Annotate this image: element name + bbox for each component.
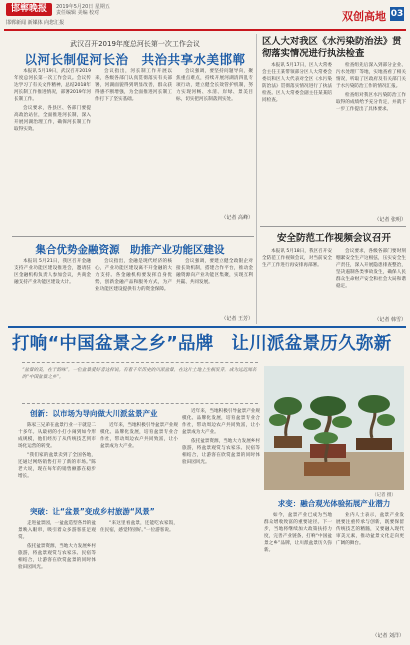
- story1-column-1: [14, 68, 91, 208]
- story1-headline: 以河长制促河长治 共治共享水美邯郸: [24, 52, 246, 67]
- story3-headline: 安全防范工作视频会议召开: [276, 233, 391, 244]
- story1-paragraph: 会议强调，要坚持问题导向，聚焦重点难点，持续开展河湖清四乱专项行动，建立健全长效管护机制，努力实现河畅、水清、岸绿、景美目标，切实把河长制落到实处。: [176, 69, 253, 102]
- feature-paragraph: 依托盆景资源，当地大力发展乡村旅游，将盆景观赏与农家乐、民宿等相结合，让游客在欣赏盆景的同时体验田园风光。: [18, 544, 96, 570]
- story4-credit: （记者 王芳）: [221, 316, 253, 322]
- feature-paragraph: 走进盆景园，一盆盆造型各异的盆景映入眼帘，吸引着众多游客驻足观赏。: [18, 521, 96, 540]
- feature-top-rule: [8, 326, 406, 328]
- feature-paragraph: 近年来，当地积极引导盆景产业规模化、品牌化发展，培育盆景专业合作社，带动周边农户共同致富，让小盆景成为大产业。: [182, 409, 260, 435]
- story1-paragraph: 会议指出，河长制工作开展以来，各级各部门认真贯彻落实有关部署，河湖面貌得到明显改善，群众获得感不断增强，为全面推进河长制工作打下了坚实基础。: [95, 69, 172, 102]
- story2-credit: （记者 张明）: [374, 217, 406, 223]
- column-divider: [256, 34, 257, 324]
- story1-credit: （记者 高峰）: [221, 215, 253, 221]
- top-rule: [4, 29, 406, 31]
- photo-caption: 求变：融合观光体验拓展产业潜力: [277, 499, 391, 508]
- feature-column-3: [18, 520, 96, 638]
- issue-info: [56, 4, 110, 16]
- story4-column-1: [14, 258, 91, 320]
- story4-paragraph: 本报讯 5月21日，我区召开金融支持产业功能区建设推进会，邀请驻区金融机构负责人参加会议，共商金融支持产业功能区建设大计。: [14, 259, 91, 285]
- bonsai-illustration: [264, 366, 404, 490]
- story2-headline: 区人大对我区《水污染防治法》贯彻落实情况进行执法检查: [262, 36, 402, 59]
- section-title: 双创高地: [342, 10, 386, 23]
- feature-column-4: [100, 520, 178, 638]
- story2-column-2: [336, 62, 406, 214]
- story1-column-3: [176, 68, 253, 208]
- photo-credit: （记者 摄）: [372, 493, 396, 498]
- story3-paragraph: 本报讯 5月18日，我区召开安全防范工作视频会议，对当前安全生产工作进行再安排再部署。: [262, 249, 332, 268]
- feature-paragraph: 近年来，当地积极引导盆景产业规模化、品牌化发展，培育盆景专业合作社，带动周边农户共同致富，让小盆景成为大产业。: [100, 423, 178, 449]
- story1-paragraph: 会议要求，各县区、各部门要提高政治站位，全面推进河长制，深入开展河湖治理工作，确保河长制工作取得实效。: [14, 106, 91, 132]
- story3-credit: （记者 韩雪）: [374, 317, 406, 323]
- feature-paragraph: 业内人士表示，盆景产业发展要注重传承与创新，既要保留传统技艺的精髓，又要融入现代审美元素，推动盆景文化走向更广阔的舞台。: [336, 513, 404, 546]
- feature-subhead-1: 创新：以市场为导向做大川派盆景产业: [30, 409, 158, 418]
- issue-editors: 责任编辑 美编 校对: [56, 10, 100, 16]
- feature-paragraph: “来这里看盆景，还能吃农家饭，住民宿，感觉特别好。”一位游客说。: [100, 521, 178, 533]
- feature-column-7: [336, 512, 404, 630]
- feature-headline: 打响“中国盆景之乡”品牌 让川派盆景历久弥新: [12, 334, 392, 354]
- story2-paragraph: 检查组先后深入到部分企业、污水处理厂等地，实地查看了相关情况，听取了区政府及有关部门关于水污染防治工作的情况汇报。: [336, 63, 406, 89]
- issue-date: 2019年5月20日 星期五: [56, 4, 110, 10]
- feature-intro-text: “盆景的美，在于韵味”，一位盆景爱好者这样说。有着千年历史的川派盆景，在这片土地上生根发芽，成为远近闻名的“中国盆景之乡”。: [22, 368, 257, 380]
- feature-paragraph: 依托盆景资源，当地大力发展乡村旅游，将盆景观赏与农家乐、民宿等相结合，让游客在欣赏盆景的同时体验田园风光。: [182, 439, 260, 465]
- bonsai-photo: [264, 366, 404, 490]
- story1-paragraph: 本报讯 5月19日，武汉召开2019年度总河长第一次工作会议。会议传达学习了有关文件精神，总结2018年河长制工作推进情况，部署2019年河长制工作。: [14, 69, 91, 102]
- story4-paragraph: 会议指出，金融是现代经济的核心，产业功能区建设离不开金融的大力支持。各金融机构要发挥自身优势，创新金融产品和服务方式，为产业功能区建设提供有力的资金保障。: [95, 259, 172, 292]
- story1-column-2: [95, 68, 172, 208]
- feature-column-5: [182, 408, 260, 638]
- feature-credit: （记者 刘洋）: [372, 633, 404, 639]
- story2-paragraph: 本报讯 5月17日，区人大常委会主任王某带领部分区人大常委会委员和区人大代表对全区《水污染防治法》贯彻落实情况进行了执法检查。区人大常委会副主任某某陪同检查。: [262, 63, 332, 103]
- story4-headline: 集合优势金融资源 助推产业功能区建设: [35, 244, 225, 256]
- feature-paragraph: “我们家的盆景卖到了全国各地，还通过网络销售打开了新的市场。”陈老大说，现在每年的销售额都在稳步增长。: [18, 453, 96, 479]
- newspaper-logo: 邯郸晚报: [6, 3, 52, 16]
- masthead: [0, 0, 410, 30]
- feature-subhead-2: 突破：让“盆景”变成乡村旅游“风景”: [30, 507, 155, 516]
- story3-column-1: [262, 248, 332, 316]
- story4-column-2: [95, 258, 172, 320]
- page-number: 03: [390, 9, 404, 19]
- feature-paragraph: 陈家三兄弟在盆景行业一干就是二十多年。从最初的小打小闹到如今形成规模，他们经历了从传统技艺到市场化运营的转变。: [18, 423, 96, 449]
- story3-column-2: [336, 248, 406, 316]
- tagline: 邯郸新闻 新媒体 向您汇报: [6, 20, 65, 26]
- story2-column-1: [262, 62, 332, 214]
- story2-paragraph: 检查组对我区水污染防治工作取得的成绩给予充分肯定，并就下一步工作提出了具体要求。: [336, 93, 406, 112]
- story4-column-3: [176, 258, 253, 314]
- feature-intro: [22, 362, 258, 404]
- feature-column-2: [100, 422, 178, 502]
- feature-column-6: [264, 512, 332, 638]
- feature-column-1: [18, 422, 96, 502]
- story3-paragraph: 会议要求，各级各部门要时刻绷紧安全生产这根弦，压实安全生产责任，深入开展隐患排查整治，坚决遏制各类事故发生，确保人民群众生命财产安全和社会大局和谐稳定。: [336, 249, 406, 289]
- section-divider: [12, 236, 254, 237]
- feature-paragraph: 如今，盆景产业已成为当地群众增收致富的重要途径。下一步，当地将继续加大政策扶持力度，完善产业链条，打响“中国盆景之乡”品牌，让川派盆景历久弥新。: [264, 513, 332, 553]
- section-divider: [260, 226, 406, 227]
- story1-kicker: 武汉召开2019年度总河长第一次工作会议: [70, 40, 200, 48]
- story4-paragraph: 会议强调，要建立健全政银企对接长效机制，搭建合作平台，推动金融资源向产业功能区集聚，实现互利共赢、共同发展。: [176, 259, 253, 285]
